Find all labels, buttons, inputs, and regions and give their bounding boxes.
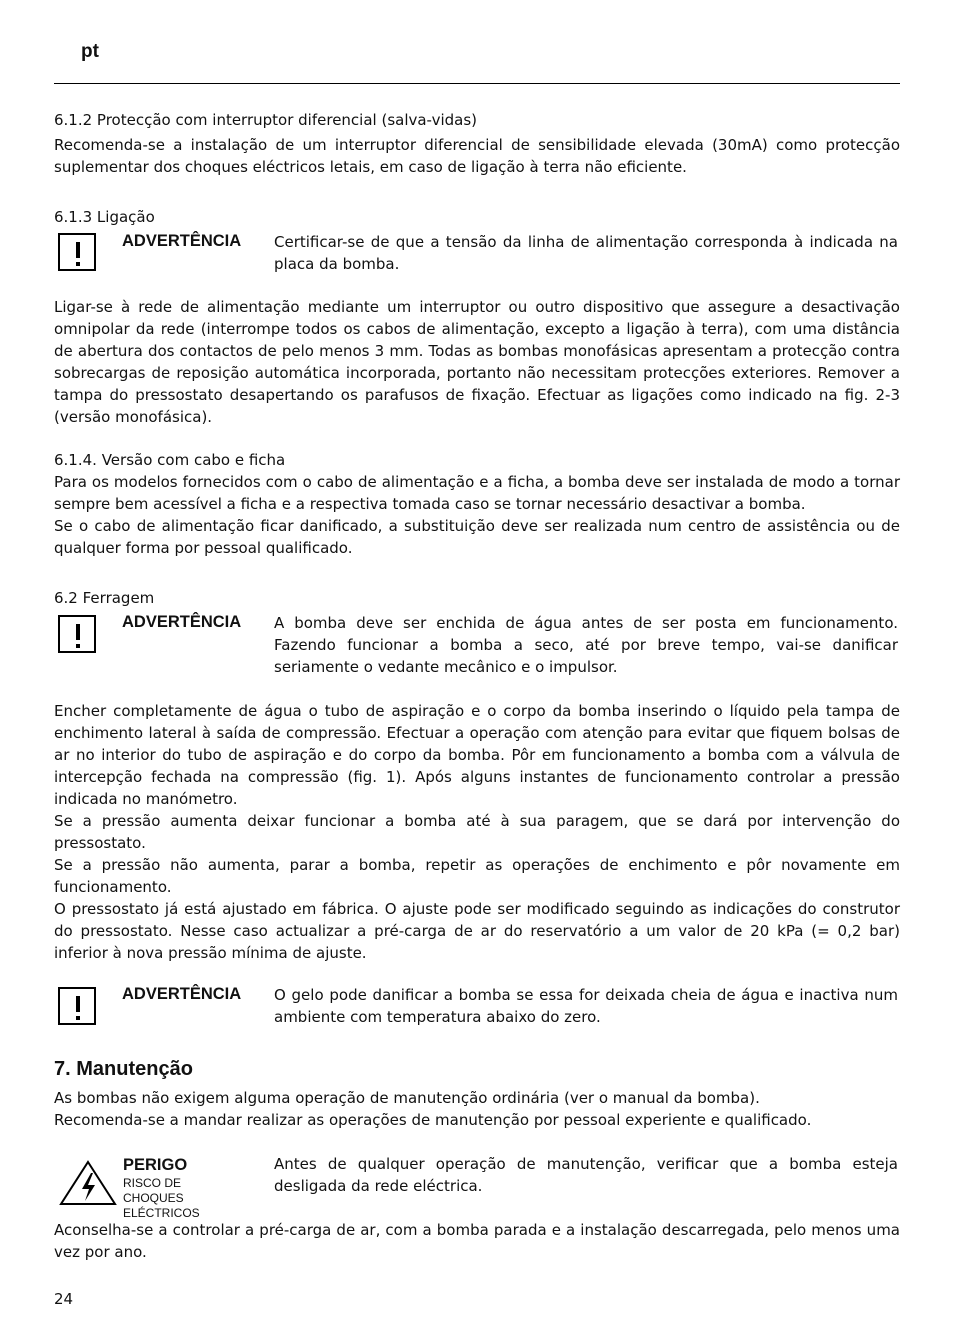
warning-text: A bomba deve ser enchida de água antes de ser posta em funcionamento. Fazendo funcionar a bomba a seco, até por breve tempo, vai-se danificar seriamente o vedante mecânico e o impulsor.	[274, 614, 898, 676]
paragraph: Encher completamente de água o tubo de aspiração e o corpo da bomba inserindo o líquido pela tampa de enchimento lateral à saída de compressão. Efectuar a operação com atenção para evitar que fiquem bolsas de ar no interior do tubo de aspiração e do corpo da bomba. Pôr em funcionamento a bomba com a válvula de intercepção fechada na compressão (fig. 1). Após alguns instantes de funcionamento controlar a pressão indicada no manómetro.	[54, 702, 900, 808]
paragraph: Se a pressão não aumenta, parar a bomba, repetir as operações de enchimento e pôr novamente em funcionamento.	[54, 856, 900, 896]
danger-subtitle	[123, 1176, 263, 1221]
warning-text: O gelo pode danificar a bomba se essa for deixada cheia de água e inactiva num ambiente com temperatura abaixo do zero.	[274, 986, 898, 1026]
warning-label: ADVERTÊNCIA	[122, 232, 242, 250]
paragraph: Recomenda-se a instalação de um interruptor diferencial de sensibilidade elevada (30mA) como protecção suplementar dos choques eléctricos letais, em caso de ligação à terra não eficiente.	[54, 136, 900, 176]
page-number: 24	[54, 1290, 74, 1308]
warning-icon	[58, 615, 96, 653]
warning-label: ADVERTÊNCIA	[122, 985, 242, 1003]
electric-shock-warning-icon	[58, 1160, 118, 1206]
section-7-body	[54, 1087, 900, 1131]
section-6-1-2-title: 6.1.2 Protecção com interruptor diferencial (salva-vidas)	[54, 111, 477, 129]
warning-icon	[58, 987, 96, 1025]
section-6-1-2-body	[54, 134, 900, 178]
danger-label: PERIGO	[123, 1156, 188, 1174]
section-6-1-4-title: 6.1.4. Versão com cabo e ficha	[54, 451, 286, 469]
warning-icon	[58, 233, 96, 271]
paragraph: Ligar-se à rede de alimentação mediante um interruptor ou outro dispositivo que assegure a desactivação omnipolar da rede (interrompe todos os cabos de alimentação, excepto a ligação à terra), com uma distância de abertura dos contactos de pelo menos 3 mm. Todas as bombas monofásicas apresentam a protecção contra sobrecargas de reposição automática incorporada, portanto não necessitam protecções exteriores. Remover a tampa do pressostato desapertando os parafusos de fixação. Efectuar as ligações como indicado na fig. 2-3 (versão monofásica).	[54, 298, 900, 426]
danger-subtitle-line: RISCO DE	[123, 1176, 182, 1190]
paragraph: Aconselha-se a controlar a pré-carga de ar, com a bomba parada e a instalação descarregada, pelo menos uma vez por ano.	[54, 1221, 900, 1261]
paragraph: Se o cabo de alimentação ficar danificado, a substituição deve ser realizada num centro de assistência ou de qualquer forma por pessoal qualificado.	[54, 517, 900, 557]
paragraph: Recomenda-se a mandar realizar as operações de manutenção por pessoal experiente e qualificado.	[54, 1111, 812, 1129]
section-6-2-body	[54, 700, 900, 964]
paragraph: Para os modelos fornecidos com o cabo de alimentação e a ficha, a bomba deve ser instalada de modo a tornar sempre bem acessível a ficha e a respectiva tomada caso se tornar necessário desactivar a bomba.	[54, 473, 900, 513]
paragraph: Se a pressão aumenta deixar funcionar a bomba até à sua paragem, que se dará por intervenção do pressostato.	[54, 812, 900, 852]
section-6-2-title: 6.2 Ferragem	[54, 589, 155, 607]
warning-text: Certificar-se de que a tensão da linha de alimentação corresponda à indicada na placa da bomba.	[274, 233, 898, 273]
paragraph: O pressostato já está ajustado em fábrica. O ajuste pode ser modificado seguindo as indicações do construtor do pressostato. Nesse caso actualizar a pré-carga de ar do reservatório a um valor de 20 kPa (= 0,2 bar) inferior à nova pressão mínima de ajuste.	[54, 900, 900, 962]
section-7-title: 7. Manutenção	[54, 1058, 193, 1080]
section-6-1-4-body	[54, 471, 900, 559]
warning-label: ADVERTÊNCIA	[122, 613, 242, 631]
section-7-closing	[54, 1219, 900, 1263]
danger-text: Antes de qualquer operação de manutenção, verificar que a bomba esteja desligada da rede eléctrica.	[274, 1155, 898, 1195]
language-code: pt	[81, 41, 99, 62]
paragraph: As bombas não exigem alguma operação de manutenção ordinária (ver o manual da bomba).	[54, 1089, 760, 1107]
header-rule	[54, 83, 900, 84]
section-6-1-3-body	[54, 296, 900, 428]
section-6-1-3-title: 6.1.3 Ligação	[54, 208, 155, 226]
danger-subtitle-line: CHOQUES ELÉCTRICOS	[123, 1191, 200, 1220]
